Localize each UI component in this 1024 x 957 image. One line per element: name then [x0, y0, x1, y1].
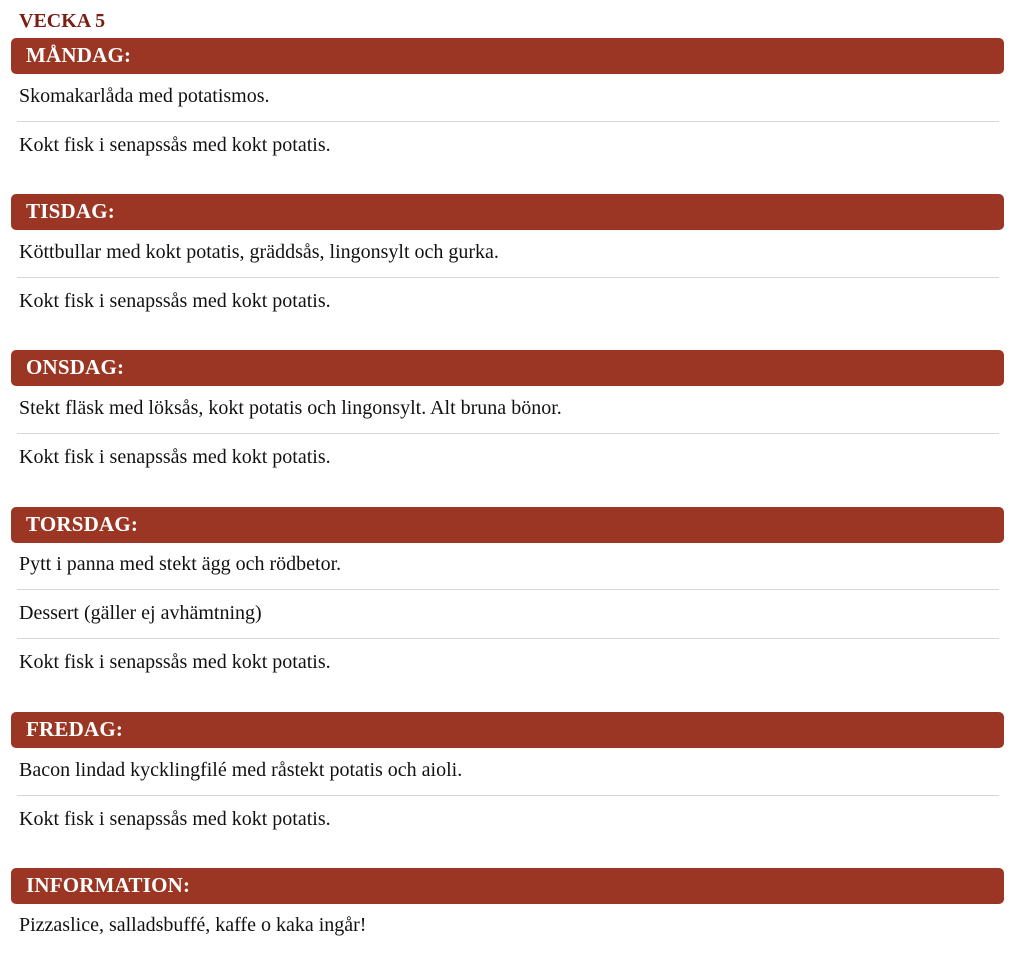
divider [17, 589, 999, 590]
day-header-monday: MÅNDAG: [11, 38, 1004, 74]
day-header-thursday: TORSDAG: [11, 507, 1004, 543]
dish-wednesday-1: Stekt fläsk med löksås, kokt potatis och lingonsylt. Alt bruna bönor. [19, 397, 562, 419]
day-header-tuesday: TISDAG: [11, 194, 1004, 230]
dish-tuesday-1: Köttbullar med kokt potatis, gräddsås, lingonsylt och gurka. [19, 241, 499, 263]
dish-friday-1: Bacon lindad kycklingfilé med råstekt potatis och aioli. [19, 759, 463, 781]
divider [17, 638, 999, 639]
day-header-wednesday: ONSDAG: [11, 350, 1004, 386]
day-header-friday: FREDAG: [11, 712, 1004, 748]
divider [17, 795, 999, 796]
dish-thursday-2: Dessert (gäller ej avhämtning) [19, 602, 262, 624]
information-header: INFORMATION: [11, 868, 1004, 904]
dish-friday-2: Kokt fisk i senapssås med kokt potatis. [19, 808, 331, 830]
dish-wednesday-2: Kokt fisk i senapssås med kokt potatis. [19, 446, 331, 468]
information-text: Pizzaslice, salladsbuffé, kaffe o kaka ingår! [19, 914, 367, 936]
week-title: VECKA 5 [19, 10, 106, 32]
dish-monday-2: Kokt fisk i senapssås med kokt potatis. [19, 134, 331, 156]
dish-thursday-3: Kokt fisk i senapssås med kokt potatis. [19, 651, 331, 673]
divider [17, 121, 999, 122]
divider [17, 433, 999, 434]
dish-monday-1: Skomakarlåda med potatismos. [19, 85, 270, 107]
dish-thursday-1: Pytt i panna med stekt ägg och rödbetor. [19, 553, 342, 575]
dish-tuesday-2: Kokt fisk i senapssås med kokt potatis. [19, 290, 331, 312]
divider [17, 277, 999, 278]
